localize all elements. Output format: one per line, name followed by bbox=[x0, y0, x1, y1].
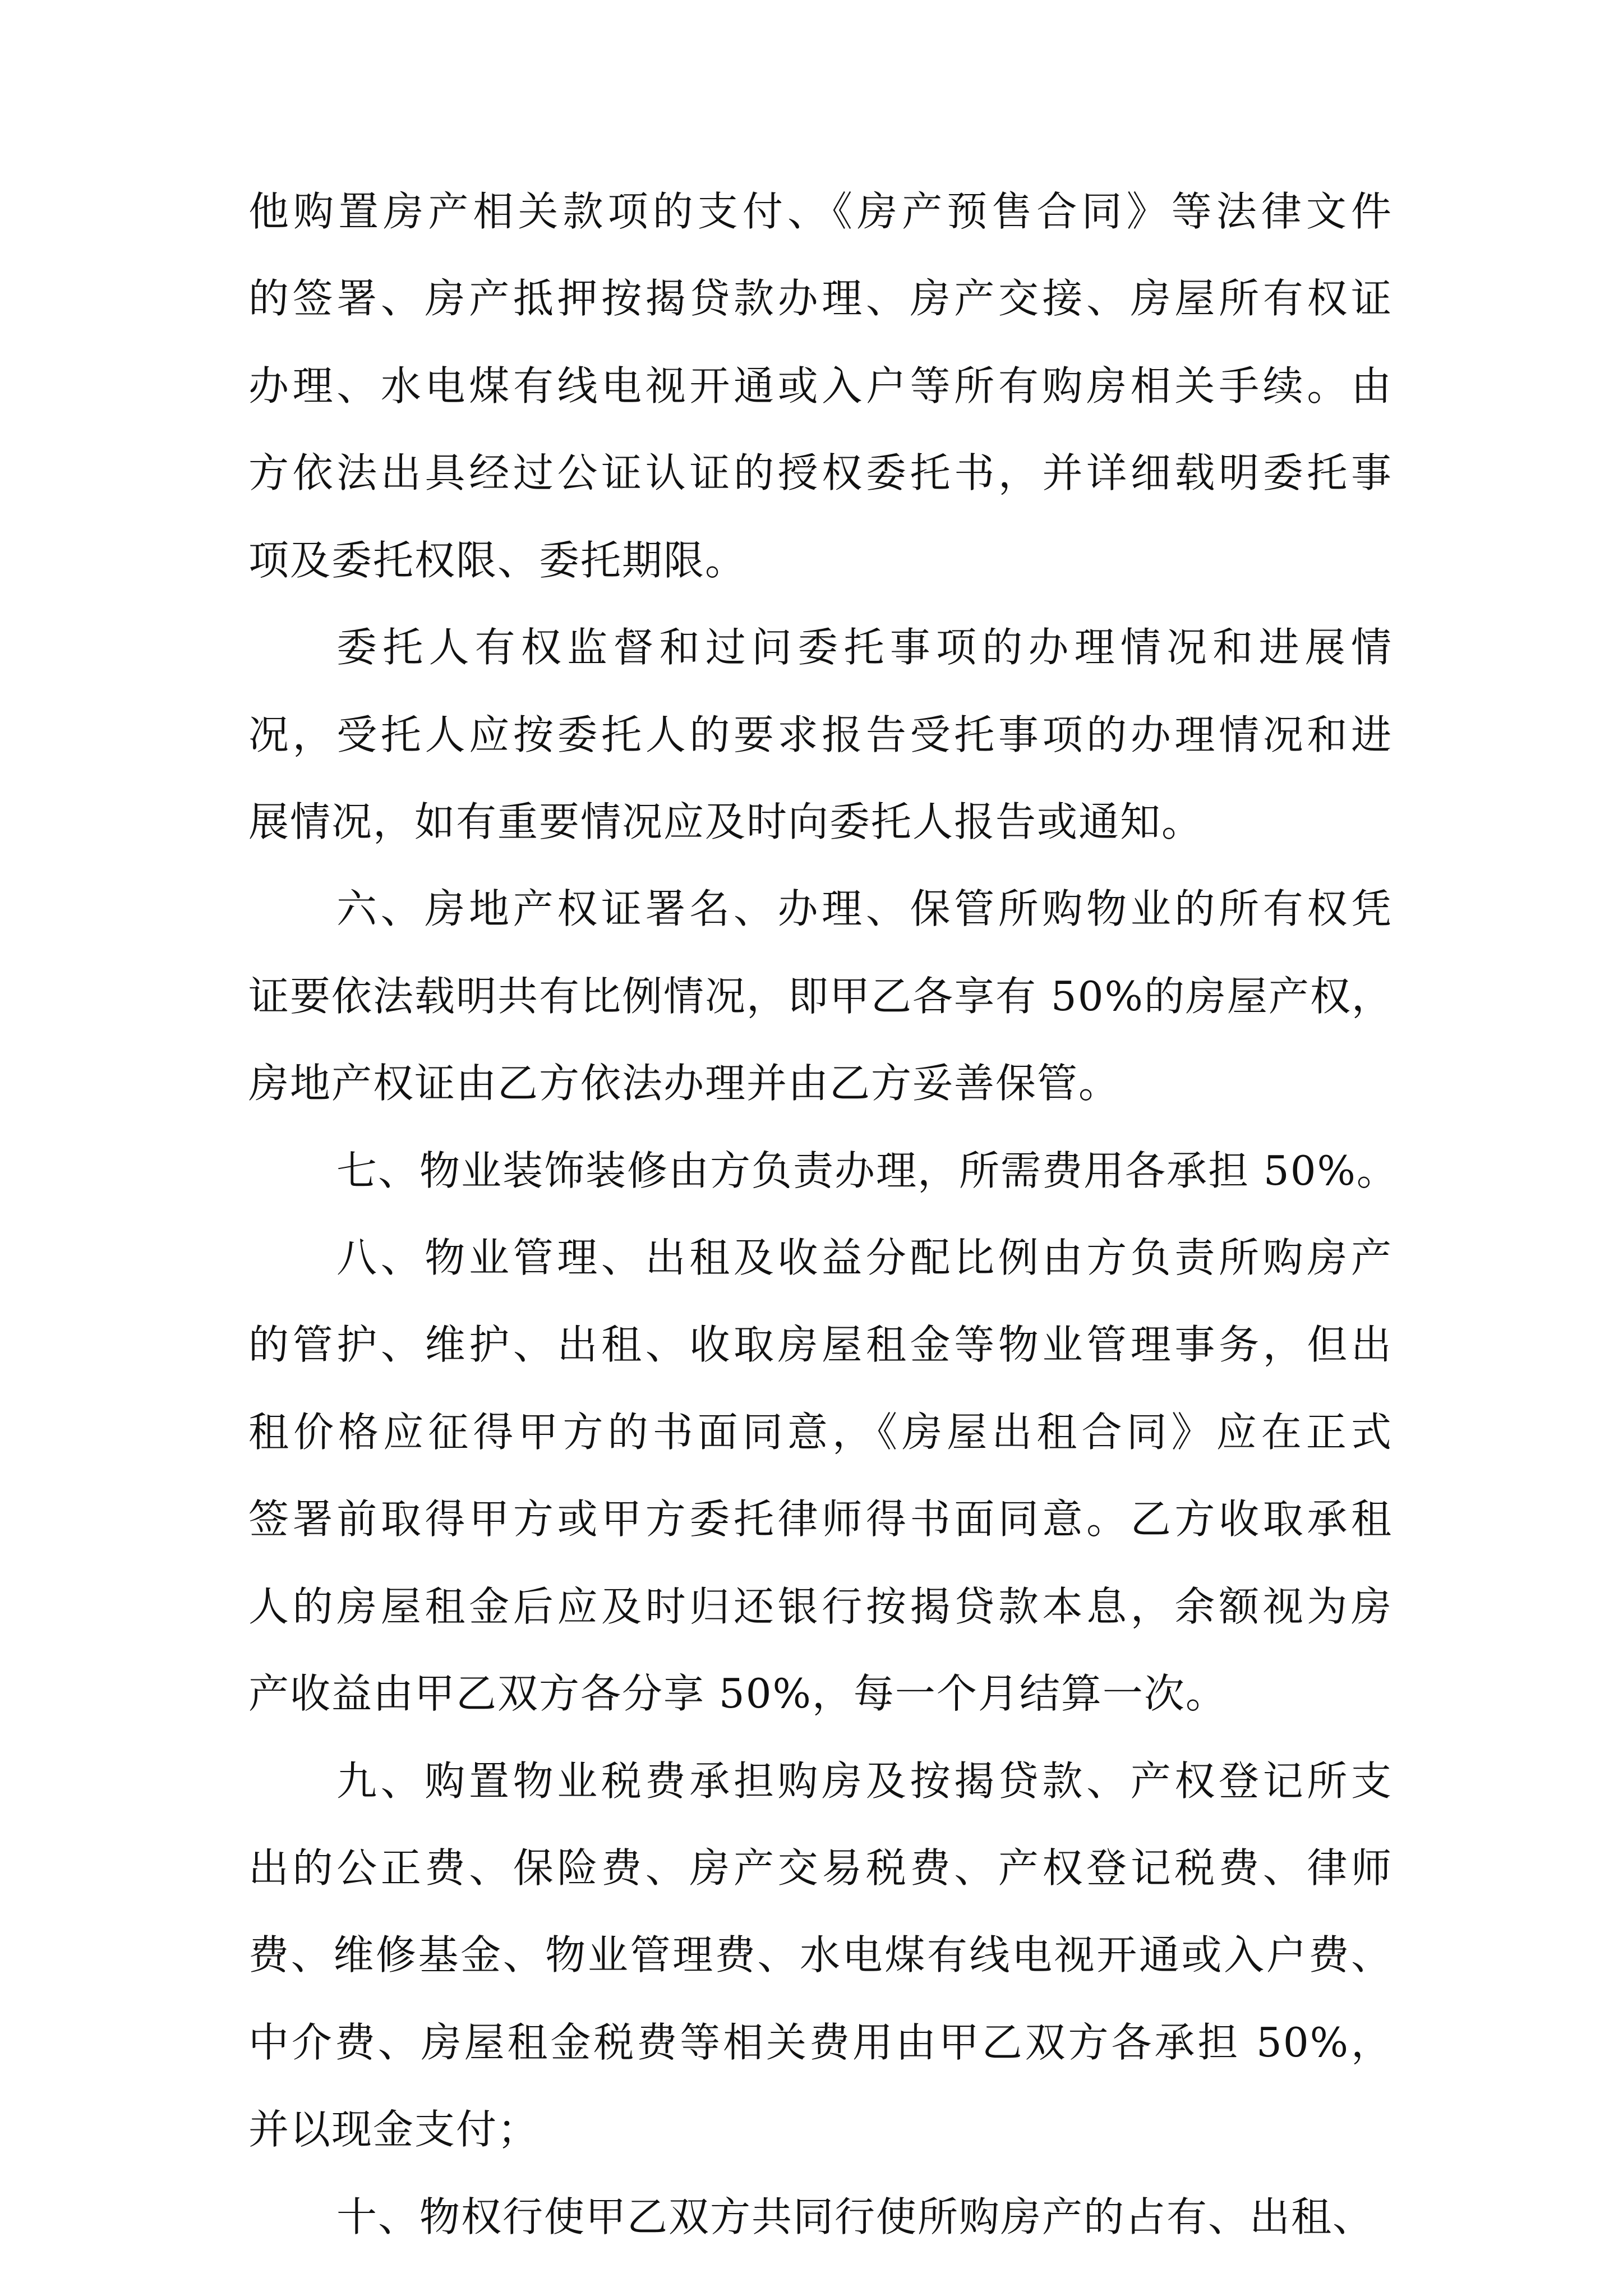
text-line: 办理、水电煤有线电视开通或入户等所有购房相关手续。由 bbox=[248, 362, 1393, 409]
text-line: 证要依法载明共有比例情况，即甲乙各享有 50%的房屋产权， bbox=[248, 972, 1393, 1020]
text-line: 项及委托权限、委托期限。 bbox=[248, 536, 747, 584]
text-line: 八、物业管理、出租及收益分配比例由方负责所购房产 bbox=[336, 1234, 1393, 1281]
text-line: 产收益由甲乙双方各分享 50%，每一个月结算一次。 bbox=[248, 1670, 1227, 1718]
text-line: 租价格应征得甲方的书面同意，《房屋出租合同》应在正式 bbox=[248, 1408, 1393, 1456]
text-line: 人的房屋租金后应及时归还银行按揭贷款本息，余额视为房 bbox=[248, 1582, 1393, 1630]
text-line: 并以现金支付； bbox=[248, 2106, 540, 2154]
text-line: 房地产权证由乙方依法办理并由乙方妥善保管。 bbox=[248, 1060, 1121, 1107]
text-line: 十、物权行使甲乙双方共同行使所购房产的占有、出租、 bbox=[336, 2193, 1375, 2240]
text-line: 费、维修基金、物业管理费、水电煤有线电视开通或入户费、 bbox=[248, 1931, 1393, 1979]
text-line: 中介费、房屋租金税费等相关费用由甲乙双方各承担 50%， bbox=[248, 2018, 1393, 2066]
text-line: 六、房地产权证署名、办理、保管所购物业的所有权凭 bbox=[336, 885, 1393, 933]
text-line: 七、物业装饰装修由方负责办理，所需费用各承担 50%。 bbox=[336, 1147, 1398, 1194]
text-line: 方依法出具经过公证认证的授权委托书，并详细载明委托事 bbox=[248, 449, 1393, 497]
text-line: 况，受托人应按委托人的要求报告受托事项的办理情况和进 bbox=[248, 711, 1393, 758]
text-line: 出的公正费、保险费、房产交易税费、产权登记税费、律师 bbox=[248, 1844, 1393, 1892]
text-line: 的签署、房产抵押按揭贷款办理、房产交接、房屋所有权证 bbox=[248, 275, 1393, 323]
text-line: 委托人有权监督和过问委托事项的办理情况和进展情 bbox=[336, 624, 1393, 671]
text-line: 的管护、维护、出租、收取房屋租金等物业管理事务，但出 bbox=[248, 1321, 1393, 1369]
text-line: 展情况，如有重要情况应及时向委托人报告或通知。 bbox=[248, 798, 1204, 845]
text-line: 九、购置物业税费承担购房及按揭贷款、产权登记所支 bbox=[336, 1757, 1393, 1805]
text-line: 签署前取得甲方或甲方委托律师得书面同意。乙方收取承租 bbox=[248, 1496, 1393, 1543]
text-line: 他购置房产相关款项的支付、《房产预售合同》等法律文件 bbox=[248, 188, 1393, 235]
